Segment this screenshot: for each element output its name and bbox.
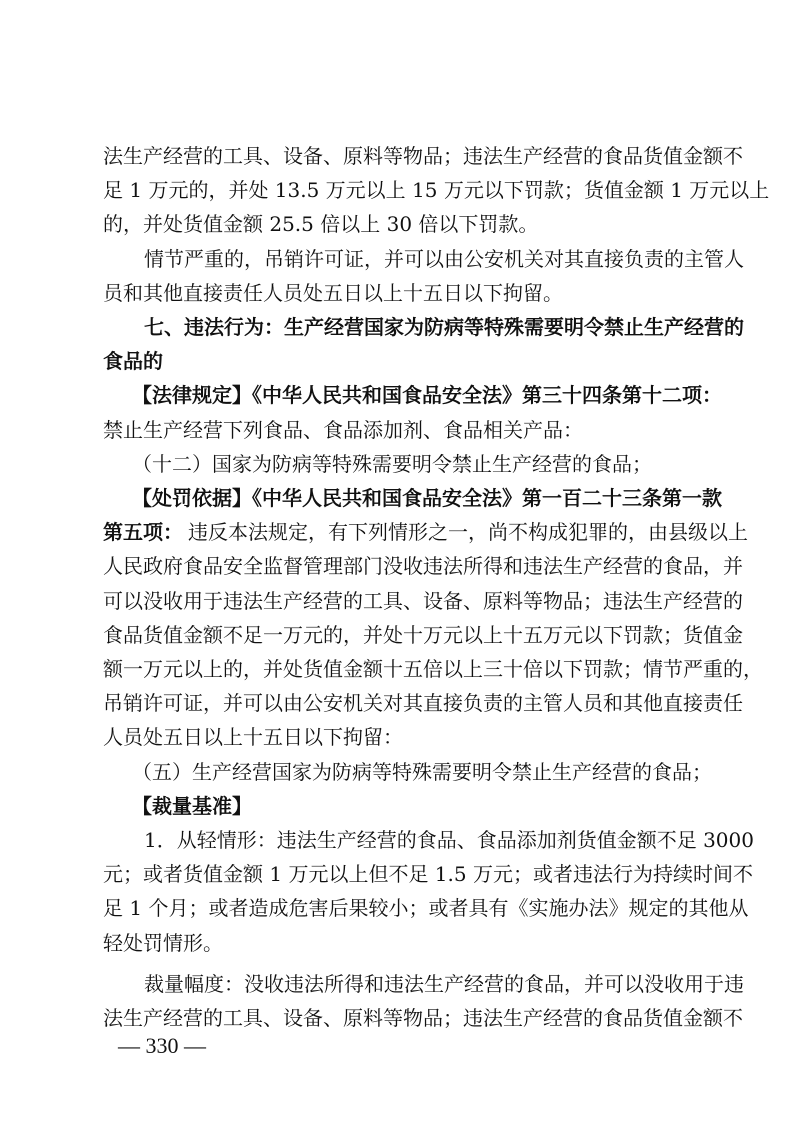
text-line: 轻处罚情形。	[103, 931, 223, 955]
text-line: 法生产经营的工具、设备、原料等物品；违法生产经营的食品货值金额不	[103, 1006, 743, 1030]
text-line: 法生产经营的工具、设备、原料等物品；违法生产经营的食品货值金额不	[103, 144, 743, 168]
section-heading: 七、违法行为：生产经营国家为防病等特殊需要明令禁止生产经营的	[144, 315, 744, 339]
discretion-heading: 【裁量基准】	[132, 794, 252, 818]
text-line: 足 1 万元的，并处 13.5 万元以上 15 万元以下罚款；货值金额 1 万元以上	[103, 178, 770, 202]
text-line: 1．从轻情形：违法生产经营的食品、食品添加剂货值金额不足 3000	[144, 828, 754, 852]
legal-provision-heading: 【法律规定】《中华人民共和国食品安全法》第三十四条第十二项：	[132, 383, 722, 407]
text-line: 吊销许可证，并可以由公安机关对其直接负责的主管人员和其他直接责任	[103, 691, 743, 715]
text-line: 额一万元以上的，并处货值金额十五倍以上三十倍以下罚款；情节严重的，	[103, 657, 763, 681]
text-line: 员和其他直接责任人员处五日以上十五日以下拘留。	[103, 281, 563, 305]
text-line: 的，并处货值金额 25.5 倍以上 30 倍以下罚款。	[103, 212, 539, 236]
text-line: 足 1 个月；或者造成危害后果较小；或者具有《实施办法》规定的其他从	[103, 896, 749, 920]
penalty-basis-heading: 第五项：	[103, 520, 183, 544]
text-line: 人员处五日以上十五日以下拘留：	[103, 725, 403, 749]
text-line: （十二）国家为防病等特殊需要明令禁止生产经营的食品；	[132, 452, 652, 476]
text-line: （五）生产经营国家为防病等特殊需要明令禁止生产经营的食品；	[132, 760, 712, 784]
text-line: 人民政府食品安全监督管理部门没收违法所得和违法生产经营的食品，并	[103, 554, 743, 578]
text-line: 裁量幅度：没收违法所得和违法生产经营的食品，并可以没收用于违	[144, 972, 744, 996]
text-line: 违反本法规定，有下列情形之一，尚不构成犯罪的，由县级以上	[188, 520, 748, 544]
text-line: 可以没收用于违法生产经营的工具、设备、原料等物品；违法生产经营的	[103, 589, 743, 613]
text-line: 食品货值金额不足一万元的，并处十万元以上十五万元以下罚款；货值金	[103, 623, 743, 647]
text-line: 情节严重的，吊销许可证，并可以由公安机关对其直接负责的主管人	[144, 247, 744, 271]
penalty-basis-heading: 【处罚依据】《中华人民共和国食品安全法》第一百二十三条第一款	[132, 486, 722, 510]
text-line: 禁止生产经营下列食品、食品添加剂、食品相关产品：	[103, 418, 583, 442]
section-heading: 食品的	[103, 349, 163, 373]
text-line: 元；或者货值金额 1 万元以上但不足 1.5 万元；或者违法行为持续时间不	[103, 862, 753, 886]
page-number: — 330 —	[118, 1033, 206, 1058]
